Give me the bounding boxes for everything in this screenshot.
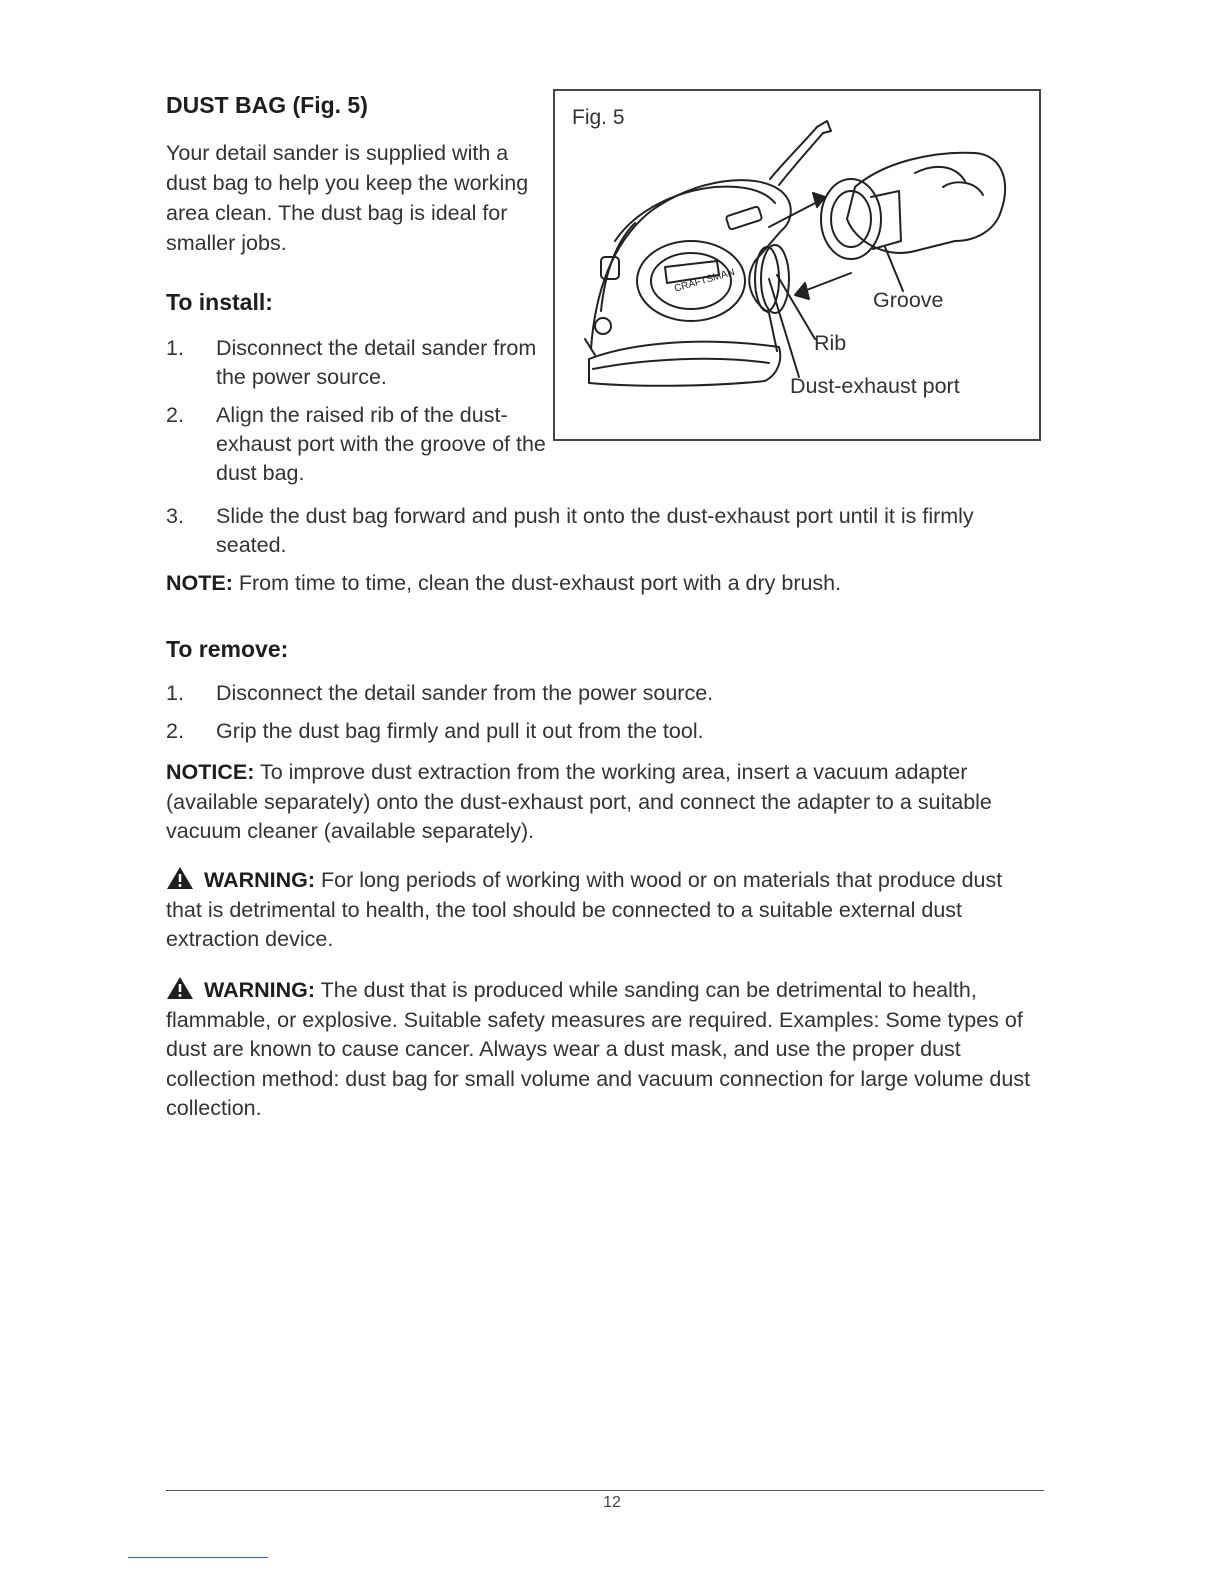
install-step [166, 334, 546, 392]
callout-groove: Groove [873, 288, 944, 312]
step-number: 1. [166, 336, 184, 360]
step-number: 2. [166, 403, 184, 427]
footer-rule [166, 1490, 1044, 1491]
remove-step [166, 717, 1046, 746]
step-text: Align the raised rib of the dust-exhaust port with the groove of the dust bag. [216, 403, 546, 485]
callout-dust-exhaust-port: Dust-exhaust port [790, 374, 960, 398]
step-text: Disconnect the detail sander from the power source. [216, 681, 714, 705]
step-text: Grip the dust bag firmly and pull it out from the tool. [216, 719, 704, 743]
link-underline[interactable] [128, 1557, 268, 1558]
step-text: Slide the dust bag forward and push it onto the dust-exhaust port until it is firmly seated. [216, 504, 974, 557]
install-steps [166, 334, 546, 497]
figure-label: Fig. 5 [572, 106, 625, 129]
notice-text: To improve dust extraction from the working area, insert a vacuum adapter (available separately) onto the dust-exhaust port, and connect the adapter to a suitable vacuum cleaner (available separately). [166, 760, 992, 843]
note-paragraph [166, 569, 1046, 599]
craftsman-logo-text: CRAFTSMAN [673, 266, 737, 295]
warning-text: For long periods of working with wood or on materials that produce dust that is detrimental to health, the tool should be connected to a suitable external dust extraction device. [166, 868, 1003, 951]
warning-text: The dust that is produced while sanding can be detrimental to health, flammable, or explosive. Suitable safety measures are required. Examples: Some types of dust are known to cause cancer. Always wear a dust mask, and use the proper dust collection method: dust bag for small volume and vacuum connection for large volume dust collection. [166, 978, 1031, 1120]
callout-rib: Rib [814, 331, 847, 355]
notice-label: NOTICE: [166, 760, 255, 784]
install-heading: To install: [166, 289, 273, 315]
step-number: 2. [166, 719, 184, 743]
remove-step [166, 679, 1046, 708]
step-text: Disconnect the detail sander from the power source. [216, 336, 537, 389]
warning-paragraph [166, 976, 1051, 1124]
note-text: From time to time, clean the dust-exhaust port with a dry brush. [232, 571, 842, 595]
note-label: NOTE: [166, 571, 233, 595]
install-step [166, 502, 1036, 560]
remove-steps [166, 679, 1046, 755]
warning-triangle-icon [166, 976, 200, 1000]
step-number: 3. [166, 504, 184, 528]
remove-heading: To remove: [166, 636, 289, 662]
step-number: 1. [166, 681, 184, 705]
install-step [166, 401, 556, 488]
warning-label: WARNING: [204, 868, 316, 892]
warning-label: WARNING: [204, 978, 316, 1002]
install-steps-continued [166, 502, 1036, 569]
figure-5 [553, 89, 1041, 441]
page-number: 12 [603, 1494, 621, 1511]
warning-triangle-icon [166, 866, 200, 890]
warning-paragraph [166, 866, 1016, 955]
intro-paragraph: Your detail sander is supplied with a dust bag to help you keep the working area clean. The dust bag is ideal for smaller jobs. [166, 141, 529, 255]
notice-paragraph [166, 758, 1016, 847]
section-title: DUST BAG (Fig. 5) [166, 92, 368, 118]
